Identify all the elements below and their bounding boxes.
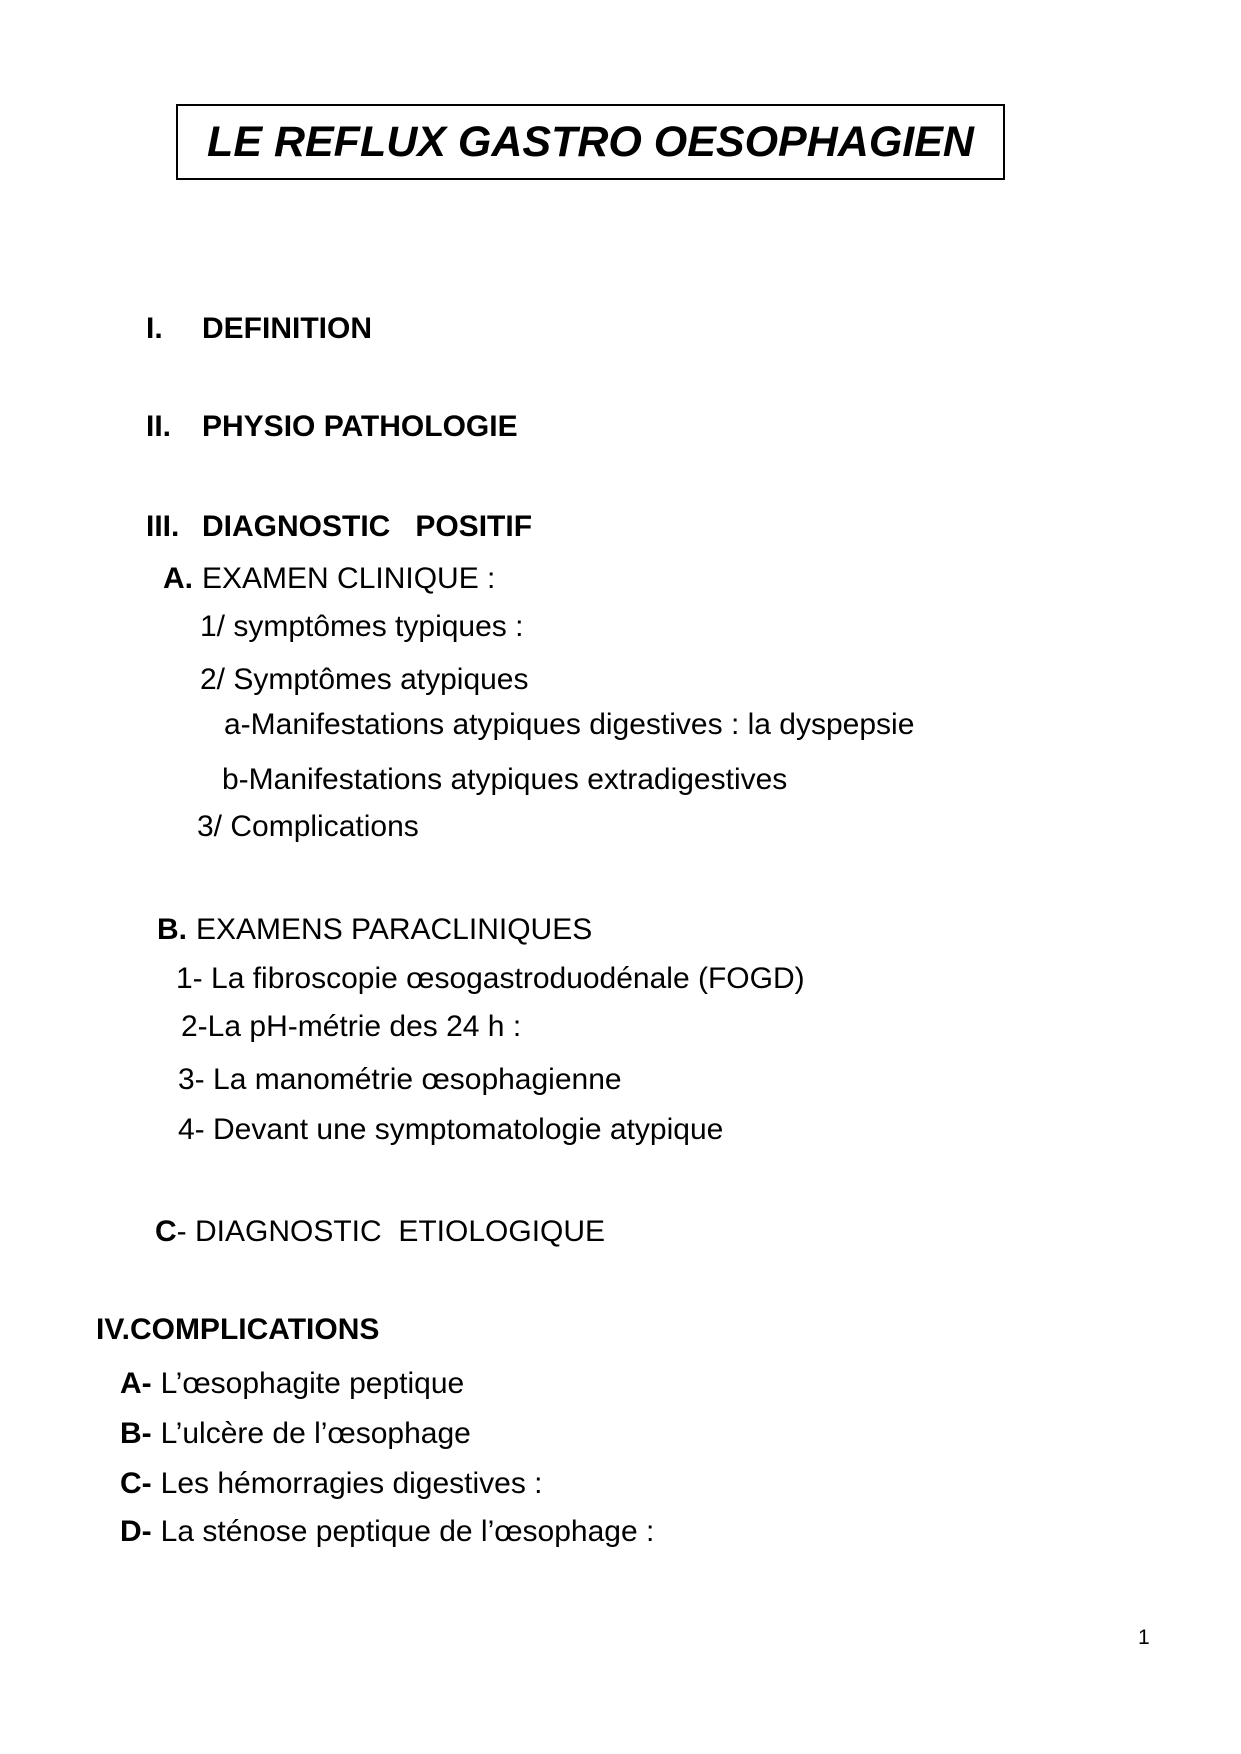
subsection-letter: C	[155, 1215, 177, 1248]
list-item-symptomes-typiques: 1/ symptômes typiques :	[200, 610, 524, 643]
item-text: La sténose peptique de l’œsophage :	[160, 1515, 655, 1548]
section-title: DIAGNOSTIC POSITIF	[202, 510, 533, 543]
subsection-examens-paracliniques	[157, 913, 592, 946]
item-letter: C-	[120, 1467, 152, 1500]
list-item-fibroscopie: 1- La fibroscopie œsogastroduodénale (FOGD)	[176, 962, 805, 995]
page-number: 1	[1138, 1626, 1150, 1649]
item-text: L’œsophagite peptique	[160, 1367, 465, 1400]
item-letter: D-	[120, 1515, 152, 1548]
section-heading-definition	[146, 312, 372, 345]
section-title: DEFINITION	[202, 312, 372, 345]
item-letter: A-	[120, 1367, 152, 1400]
section-title: PHYSIO PATHOLOGIE	[202, 410, 518, 443]
section-number: II.	[146, 410, 172, 443]
section-heading-complications	[96, 1313, 379, 1346]
list-item-stenose-peptique	[120, 1515, 654, 1548]
item-text: L’ulcère de l’œsophage	[160, 1417, 471, 1450]
section-number: I.	[146, 312, 163, 345]
list-item-symptomes-atypiques: 2/ Symptômes atypiques	[200, 663, 529, 696]
subsection-letter: B.	[157, 913, 187, 946]
list-item-hemorragies-digestives	[120, 1467, 543, 1500]
subsection-diagnostic-etiologique	[155, 1215, 605, 1248]
subsection-letter: A.	[163, 562, 193, 595]
section-heading-physiopathologie	[146, 410, 518, 443]
document-title: LE REFLUX GASTRO OESOPHAGIEN	[207, 117, 974, 166]
section-number: III.	[146, 510, 180, 543]
list-item-ph-metrie: 2-La pH-métrie des 24 h :	[181, 1010, 522, 1043]
title-box	[176, 104, 1005, 180]
list-item-oesophagite-peptique	[120, 1367, 464, 1400]
list-item-ulcere-oesophage	[120, 1417, 471, 1450]
list-item-manifestations-digestives: a-Manifestations atypiques digestives : la dyspepsie	[224, 708, 915, 741]
list-item-symptomatologie-atypique: 4- Devant une symptomatologie atypique	[178, 1113, 724, 1146]
subsection-title: EXAMENS PARACLINIQUES	[196, 913, 593, 946]
list-item-manifestations-extradigestives: b-Manifestations atypiques extradigestives	[222, 763, 788, 796]
list-item-manometrie: 3- La manométrie œsophagienne	[178, 1063, 622, 1096]
subsection-title: EXAMEN CLINIQUE :	[202, 562, 496, 595]
section-heading-diagnostic-positif	[146, 510, 532, 543]
subsection-examen-clinique	[163, 562, 495, 595]
section-title: COMPLICATIONS	[129, 1313, 380, 1346]
list-item-complications: 3/ Complications	[197, 810, 419, 843]
section-number: IV.	[96, 1313, 130, 1346]
item-letter: B-	[120, 1417, 152, 1450]
item-text: Les hémorragies digestives :	[160, 1467, 543, 1500]
subsection-title: - DIAGNOSTIC ETIOLOGIQUE	[176, 1215, 606, 1248]
